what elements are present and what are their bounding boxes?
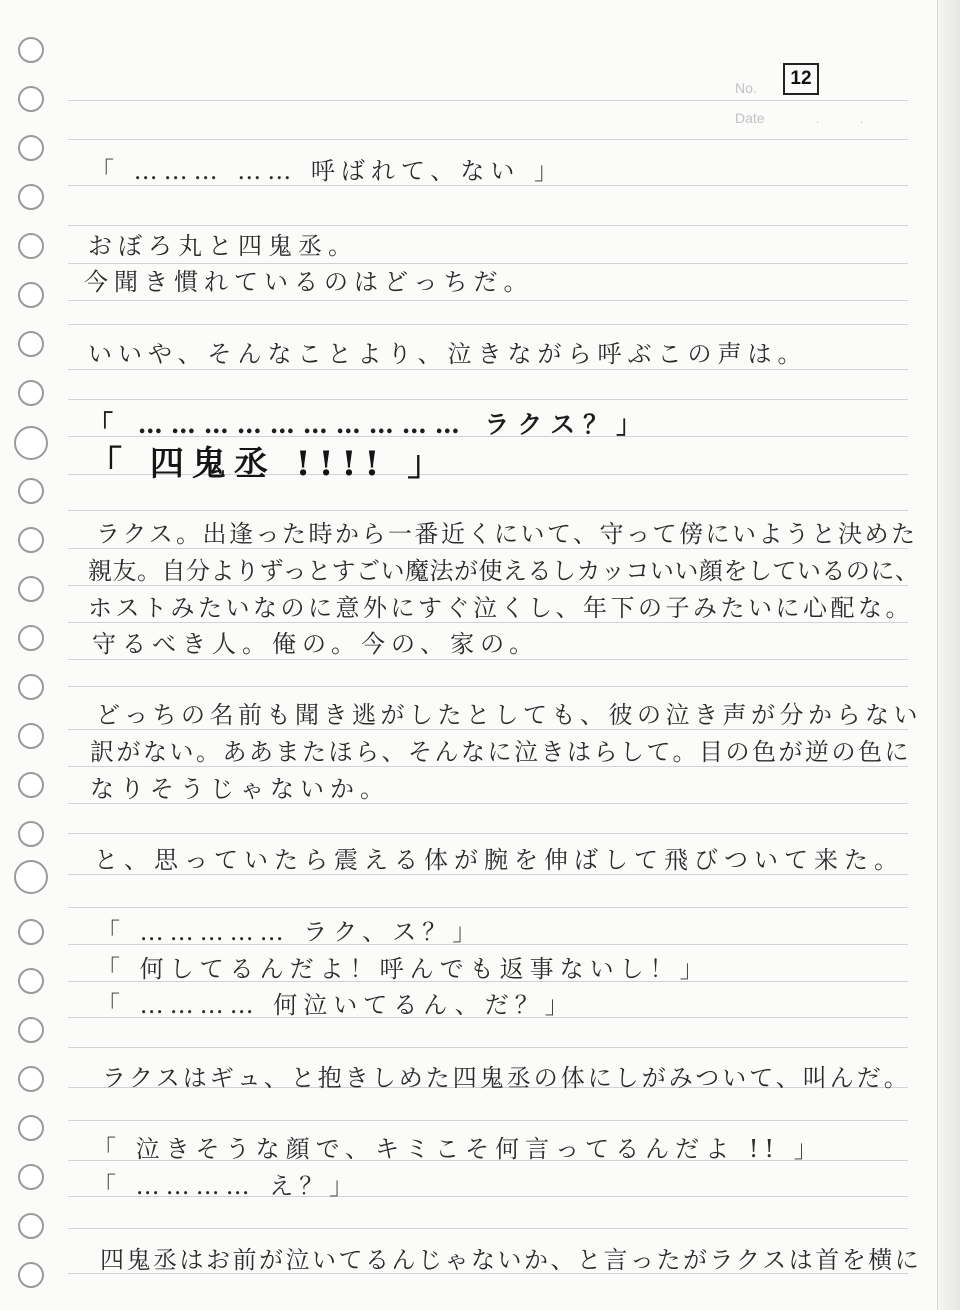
text-line: なりそうじゃないか。 <box>90 775 390 803</box>
page-number-box <box>783 63 819 95</box>
binder-hole <box>18 772 44 798</box>
binder-hole <box>18 282 44 308</box>
binder-hole <box>18 478 44 504</box>
no-label: No. <box>735 80 757 96</box>
binder-hole <box>14 426 48 460</box>
binder-hole <box>18 625 44 651</box>
ruled-line <box>68 100 908 101</box>
ruled-line <box>68 324 908 325</box>
text-line: ホストみたいなのに意外にすぐ泣くし、年下の子みたいに心配な。 <box>88 594 913 622</box>
ruled-line <box>68 686 908 687</box>
text-line: 「 ………… え？」 <box>92 1172 360 1200</box>
text-line: おぼろ丸と四鬼丞。 <box>88 232 358 260</box>
binder-hole <box>18 919 44 945</box>
text-line: 「 …………… ラク、ス？」 <box>96 918 483 946</box>
text-line: 「 泣きそうな顔で、キミこそ何言ってるんだよ !! 」 <box>92 1135 824 1163</box>
ruled-line <box>68 1120 908 1121</box>
text-line: と、思っていたら震える体が腕を伸ばして飛びついて来た。 <box>94 846 904 874</box>
ruled-line <box>68 399 908 400</box>
date-dot: · <box>816 118 820 129</box>
binder-hole <box>18 135 44 161</box>
binder-hole <box>14 860 48 894</box>
binder-hole <box>18 233 44 259</box>
date-label: Date <box>735 110 765 126</box>
binder-hole <box>18 184 44 210</box>
binder-hole <box>18 331 44 357</box>
page-edge <box>937 0 960 1310</box>
text-line: 訳がない。ああまたほら、そんなに泣きはらして。目の色が逆の色に <box>90 738 912 766</box>
binder-hole <box>18 1115 44 1141</box>
ruled-line <box>68 833 908 834</box>
text-line: 「 ………… 何泣いてるん、だ？」 <box>96 991 575 1019</box>
text-line: 守るべき人。俺の。今の、家の。 <box>92 630 540 658</box>
binder-hole <box>18 821 44 847</box>
binder-holes <box>0 0 70 1310</box>
binder-hole <box>18 674 44 700</box>
ruled-line <box>68 659 908 660</box>
text-line: 今聞き慣れているのはどっちだ。 <box>84 268 534 296</box>
text-line: 「 何してるんだよ！呼んでも返事ないし！」 <box>96 955 710 983</box>
text-line: どっちの名前も聞き逃がしたとしても、彼の泣き声が分からない <box>96 701 923 729</box>
date-dot: · <box>860 118 864 129</box>
binder-hole <box>18 1213 44 1239</box>
text-line: 「 ………………………… ラクス？」 <box>88 410 650 439</box>
binder-hole <box>18 37 44 63</box>
text-line: 四鬼丞はお前が泣いてるんじゃないか、と言ったがラクスは首を横に <box>100 1246 922 1274</box>
binder-hole <box>18 723 44 749</box>
binder-hole <box>18 86 44 112</box>
text-line: ラクスはギュ、と抱きしめた四鬼丞の体にしがみついて、叫んだ。 <box>102 1064 911 1092</box>
heading-line: 「 四鬼丞 !!!! 」 <box>88 444 450 484</box>
ruled-line <box>68 510 908 511</box>
ruled-line <box>68 300 908 301</box>
text-line: 「 ……… …… 呼ばれて、ない 」 <box>90 157 565 185</box>
page-number: 12 <box>790 68 812 89</box>
ruled-line <box>68 1228 908 1229</box>
text-line: 親友。自分よりずっとすごい魔法が使えるしカッコいい顔をしているのに、 <box>88 557 920 585</box>
ruled-line <box>68 1047 908 1048</box>
binder-hole <box>18 576 44 602</box>
binder-hole <box>18 968 44 994</box>
text-line: いいや、そんなことより、泣きながら呼ぶこの声は。 <box>88 340 808 368</box>
binder-hole <box>18 1017 44 1043</box>
text-line: ラクス。出逢った時から一番近くにいて、守って傍にいようと決めた <box>96 520 918 548</box>
binder-hole <box>18 380 44 406</box>
binder-hole <box>18 1262 44 1288</box>
binder-hole <box>18 1164 44 1190</box>
ruled-line <box>68 369 908 370</box>
binder-hole <box>18 527 44 553</box>
binder-hole <box>18 1066 44 1092</box>
ruled-line <box>68 139 908 140</box>
ruled-line <box>68 907 908 908</box>
